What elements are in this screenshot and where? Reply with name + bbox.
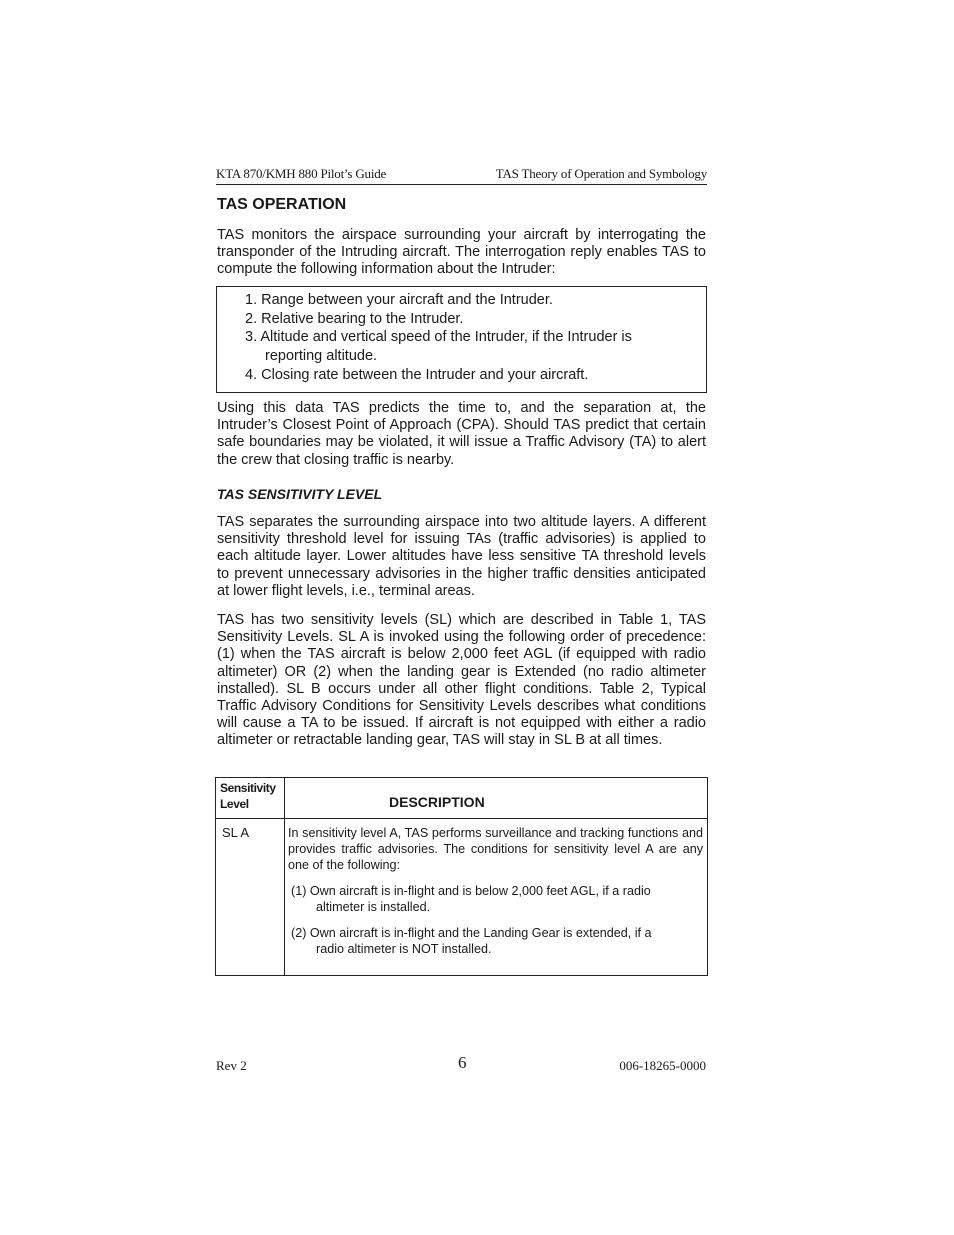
row-description-intro: In sensitivity level A, TAS performs surveillance and tracking functions and provides traffic advisories. The conditions for sensitivity level A are any one of the following: xyxy=(288,826,703,872)
footer-part-number: 006-18265-0000 xyxy=(619,1058,706,1073)
info-list xyxy=(245,291,695,385)
sensitivity-paragraph: TAS separates the surrounding airspace into two altitude layers. A different sensitivity threshold level for issuing TAs (traffic advisories) is applied to each altitude layer. Lower altitudes have less sensitive TA threshold levels to prevent unnecessary advisories in the higher traffic densities anticipated at lower flight levels, i.e., terminal areas. xyxy=(217,514,706,599)
condition-text: (1) Own aircraft is in-flight and is below 2,000 feet AGL, if a radio xyxy=(291,884,651,898)
section-title: TAS OPERATION xyxy=(217,196,347,213)
page-number: 6 xyxy=(458,1053,467,1072)
cpa-paragraph: Using this data TAS predicts the time to, and the separation at, the Intruder’s Closest Point of Approach (CPA). Should TAS predict that certain safe boundaries may be violated, it will issue a Traffic Advisory (TA) to alert the crew that closing traffic is nearby. xyxy=(217,400,706,468)
running-header xyxy=(216,166,707,185)
table-row xyxy=(216,819,708,976)
header-guide-title: KTA 870/KMH 880 Pilot’s Guide xyxy=(216,166,387,181)
row-level: SL A xyxy=(216,819,285,976)
sensitivity-table xyxy=(215,777,708,976)
list-item xyxy=(245,328,695,365)
row-description xyxy=(285,819,708,976)
condition-item xyxy=(291,925,703,957)
list-item-text: 1. Range between your aircraft and the Intruder. xyxy=(245,292,553,308)
header-level-line1: Sensitivity xyxy=(220,781,276,795)
header-chapter-title: TAS Theory of Operation and Symbology xyxy=(495,166,707,181)
list-item xyxy=(245,366,695,385)
header-level-line2: Level xyxy=(220,797,249,811)
levels-paragraph: TAS has two sensitivity levels (SL) which are described in Table 1, TAS Sensitivity Levels. SL A is invoked using the following order of precedence: (1) when the TAS aircraft is below 2,000 feet AGL (if equipped with radio altimeter) OR (2) when the landing gear is Extended (no radio altimeter installed). SL B occurs under all other flight conditions. Table 2, Typical Traffic Advisory Conditions for Sensitivity Levels describes what conditions will cause a TA to be issued. If aircraft is not equipped with either a radio altimeter or retractable landing gear, TAS will stay in SL B at all times. xyxy=(217,612,706,749)
list-item-text: 2. Relative bearing to the Intruder. xyxy=(245,310,464,327)
list-item-continuation: reporting altitude. xyxy=(265,348,378,365)
intro-paragraph: TAS monitors the airspace surrounding your aircraft by interrogating the transponder of the Intruding aircraft. The interrogation reply enables TAS to compute the following information about the Intruder: xyxy=(217,227,706,278)
condition-continuation: radio altimeter is NOT installed. xyxy=(316,942,492,956)
header-description: DESCRIPTION xyxy=(285,778,708,819)
list-item-text: 4. Closing rate between the Intruder and your aircraft. xyxy=(245,366,589,383)
subsection-title: TAS SENSITIVITY LEVEL xyxy=(217,486,383,502)
list-item xyxy=(245,310,695,329)
condition-continuation: altimeter is installed. xyxy=(316,900,431,914)
header-level xyxy=(216,778,285,819)
list-item xyxy=(245,291,695,310)
condition-text: (2) Own aircraft is in-flight and the Landing Gear is extended, if a xyxy=(291,926,652,940)
info-list-box xyxy=(216,286,707,393)
footer-revision: Rev 2 xyxy=(216,1058,247,1073)
list-item-text: 3. Altitude and vertical speed of the Intruder, if the Intruder is xyxy=(245,329,632,346)
table-header-row xyxy=(216,778,708,819)
condition-item xyxy=(291,883,703,915)
